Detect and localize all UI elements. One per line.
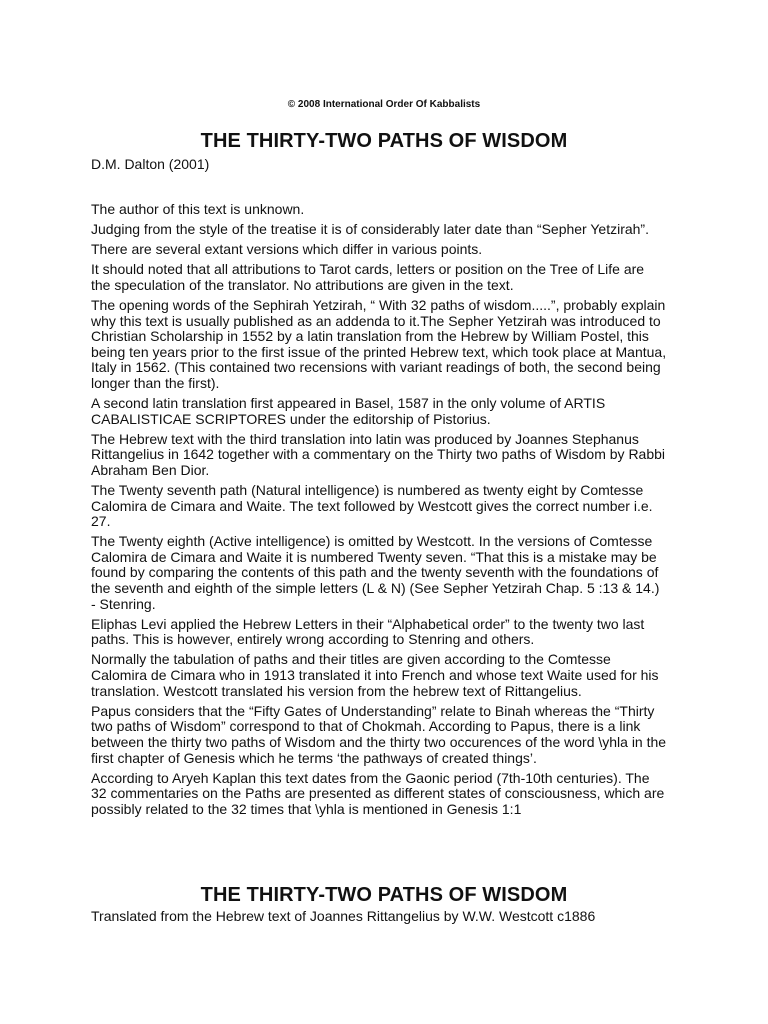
section-title: THE THIRTY-TWO PATHS OF WISDOM xyxy=(200,884,568,906)
paragraph: Papus considers that the “Fifty Gates of Understanding” relate to Binah whereas the “Thirty two paths of Wisdom” correspond to that of Chokmah. According to Papus, there is a link between the thirty two paths of Wisdom and the thirty two occurences of the word \yhla in the first chapter of Genesis which he terms ‘the pathways of created things’. xyxy=(91,702,667,766)
paragraph: The opening words of the Sephirah Yetzirah, “ With 32 paths of wisdom.....”, probably explain why this text is usually published as an addenda to it.The Sepher Yetzirah was introduced to Christian Scholarship in 1552 by a latin translation from the Hebrew by William Postel, this being ten years prior to the first issue of the printed Hebrew text, which took place at Mantua, Italy in 1562. (This contained two recensions with variant readings of both, the second being longer than the first). xyxy=(91,296,667,391)
paragraph: The Twenty seventh path (Natural intelligence) is numbered as twenty eight by Comtesse Calomira de Cimara and Waite. The text followed by Westcott gives the correct number i.e. 27. xyxy=(91,482,653,530)
introduction-body xyxy=(91,202,681,822)
document-title: THE THIRTY-TWO PATHS OF WISDOM xyxy=(200,130,568,152)
translation-credit: Translated from the Hebrew text of Joannes Rittangelius by W.W. Westcott c1886 xyxy=(91,908,596,924)
author-byline: D.M. Dalton (2001) xyxy=(91,156,210,172)
paragraph: A second latin translation first appeared in Basel, 1587 in the only volume of ARTIS CABALISTICAE SCRIPTORES under the editorship of Pistorius. xyxy=(91,395,606,427)
paragraph: It should noted that all attributions to Tarot cards, letters or position on the Tree of Life are the speculation of the translator. No attributions are given in the text. xyxy=(91,261,645,293)
paragraph: Judging from the style of the treatise it is of considerably later date than “Sepher Yetzirah”. xyxy=(91,221,649,238)
paragraph: The Twenty eighth (Active intelligence) is omitted by Westcott. In the versions of Comtesse Calomira de Cimara and Waite it is numbered Twenty seven. “That this is a mistake may be found by comparing the contents of this path and the twenty seventh with the foundations of the seventh and eighth of the simple letters (L & N) (See Sepher Yetzirah Chap. 5 :13 & 14.) - Stenring. xyxy=(91,533,660,612)
paragraph: According to Aryeh Kaplan this text dates from the Gaonic period (7th-10th centuries). The 32 commentaries on the Paths are presented as different states of consciousness, which are possibly related to the 32 times that \yhla is mentioned in Genesis 1:1 xyxy=(91,769,665,817)
paragraph: Normally the tabulation of paths and their titles are given according to the Comtesse Calomira de Cimara who in 1913 translated it into French and whose text Waite used for his translation. Westcott translated his version from the hebrew text of Rittangelius. xyxy=(91,651,659,699)
copyright-notice: © 2008 International Order Of Kabbalists xyxy=(287,99,481,110)
paragraph: The author of this text is unknown. xyxy=(91,201,305,217)
paragraph: Eliphas Levi applied the Hebrew Letters in their “Alphabetical order” to the twenty two last paths. This is however, entirely wrong according to Stenring and others. xyxy=(91,615,645,648)
paragraph: There are several extant versions which differ in various points. xyxy=(91,241,483,258)
paragraph: The Hebrew text with the third translation into latin was produced by Joannes Stephanus Rittangelius in 1642 together with a commentary on the Thirty two paths of Wisdom by Rabbi Abraham Ben Dior. xyxy=(91,430,666,478)
